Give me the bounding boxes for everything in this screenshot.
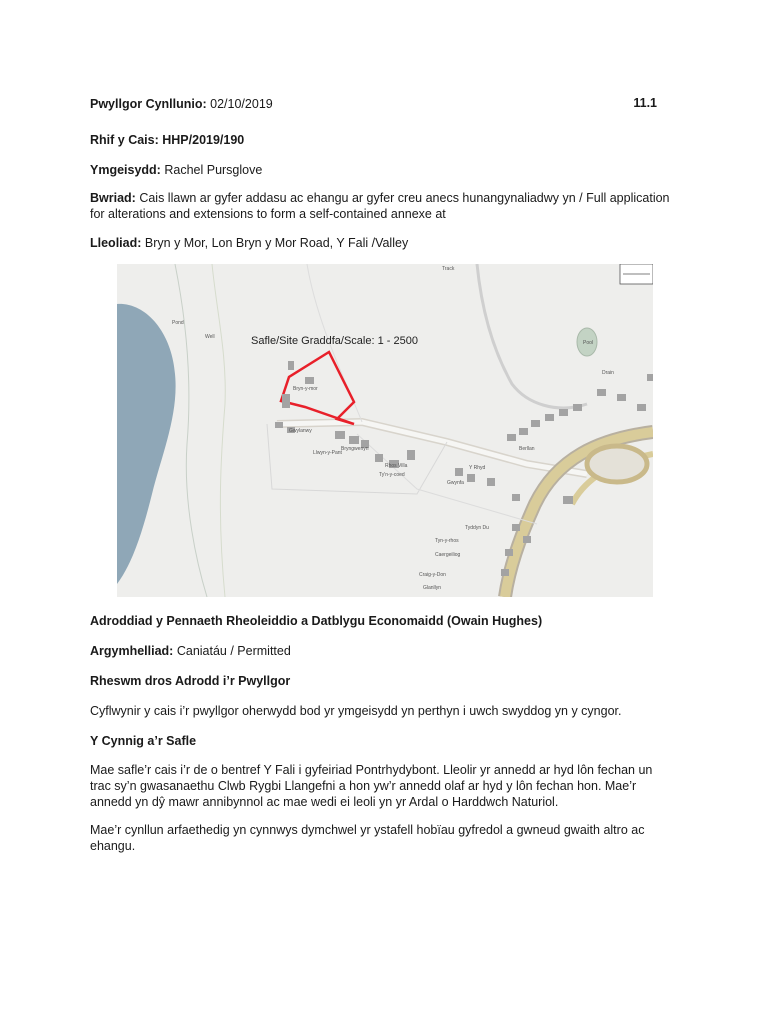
site-location-map <box>117 264 653 597</box>
map-label-pool: Pool <box>583 340 594 346</box>
proposal-value: Cais llawn ar gyfer addasu ac ehangu ar gyfer creu anecs hunangynaliadwy yn / Full application for alterations and extensions to form a self-contained annexe at <box>90 191 670 221</box>
map-label-caergeiliog: Caergeiliog <box>435 552 461 558</box>
map-label-tyn-y-rhos: Tyn-y-rhos <box>435 538 459 544</box>
location-label: Lleoliad: <box>90 236 142 250</box>
reason-heading: Rheswm dros Adrodd i’r Pwyllgor <box>90 674 291 688</box>
report-heading: Adroddiad y Pennaeth Rheoleiddio a Datblygu Economaidd (Owain Hughes) <box>90 614 543 628</box>
map-label-llwyn-y-pant: Llwyn-y-Pant <box>313 450 342 456</box>
map-label-gwylanwy: Gwylanwy <box>289 428 312 434</box>
ref-label: Rhif y Cais: <box>90 133 159 147</box>
reason-text: Cyflwynir y cais i’r pwyllgor oherwydd bod yr ymgeisydd yn perthyn i uwch swyddog yn y cyngor. <box>90 704 622 718</box>
map-label-rhos: Rhos Villa <box>385 463 408 469</box>
map-label-gwynfa: Gwynfa <box>447 480 464 486</box>
ref-value: HHP/2019/190 <box>162 133 245 147</box>
location-value: Bryn y Mor, Lon Bryn y Mor Road, Y Fali /Valley <box>144 236 409 250</box>
site-heading: Y Cynnig a’r Safle <box>90 734 197 748</box>
scale-label: Safle/Site Graddfa/Scale: 1 - 2500 <box>251 335 418 347</box>
applicant-label: Ymgeisydd: <box>90 163 161 177</box>
map-label-track: Track <box>442 266 455 272</box>
map-label-bryngwenyn: Bryngwenyn <box>341 446 369 452</box>
committee-date: 02/10/2019 <box>210 97 273 111</box>
recommendation-value: Caniatáu / Permitted <box>176 644 291 658</box>
site-text: Mae safle’r cais i’r de o bentref Y Fali i gyfeiriad Pontrhydybont. Lleolir yr annedd ar hyd lôn fechan un trac sy’n gwasanaethu Clwb Rygbi Llangefni a hon yw’r annedd olaf ar hyd y lôn fechan hon. Mae’r annedd yn dŷ mawr annibynnol ac mae wedi ei leoli yn yr Ardal o Harddwch Naturiol. <box>90 763 653 809</box>
proposal-text: Mae’r cynllun arfaethedig yn cynnwys dymchwel yr ystafell hobïau gyfredol a gwneud gwaith altro ac ehangu. <box>90 823 645 853</box>
map-label-ty-gwyn: Ty'n-y-coed <box>379 472 405 478</box>
recommendation-line <box>90 643 660 659</box>
applicant-value: Rachel Pursglove <box>164 163 263 177</box>
map-label-well: Well <box>205 334 215 340</box>
map-label-y-rhyd: Y Rhyd <box>469 465 486 471</box>
application-ref <box>90 132 660 148</box>
location-line <box>90 235 660 251</box>
map-label-berllan: Berllan <box>519 446 535 452</box>
lake-shape <box>117 304 176 584</box>
applicant-line <box>90 162 660 178</box>
map-label-pond: Pond <box>172 320 184 326</box>
proposal-line <box>90 190 680 222</box>
map-label-drain: Drain <box>602 370 614 376</box>
item-number: 11.1 <box>633 96 657 110</box>
proposal-label: Bwriad: <box>90 191 136 205</box>
committee-line <box>90 96 660 112</box>
map-label-glanllyn: Glanllyn <box>423 585 442 591</box>
map-label-bryn-y-mor: Bryn-y-mor <box>293 386 318 392</box>
recommendation-label: Argymhelliad: <box>90 644 174 658</box>
committee-label: Pwyllgor Cynllunio: <box>90 97 207 111</box>
map-label-craig-y-don: Craig-y-Don <box>419 572 446 578</box>
roundabout <box>587 446 647 482</box>
map-label-tyddyn: Tyddyn Du <box>465 525 489 531</box>
map-canvas <box>117 264 653 597</box>
